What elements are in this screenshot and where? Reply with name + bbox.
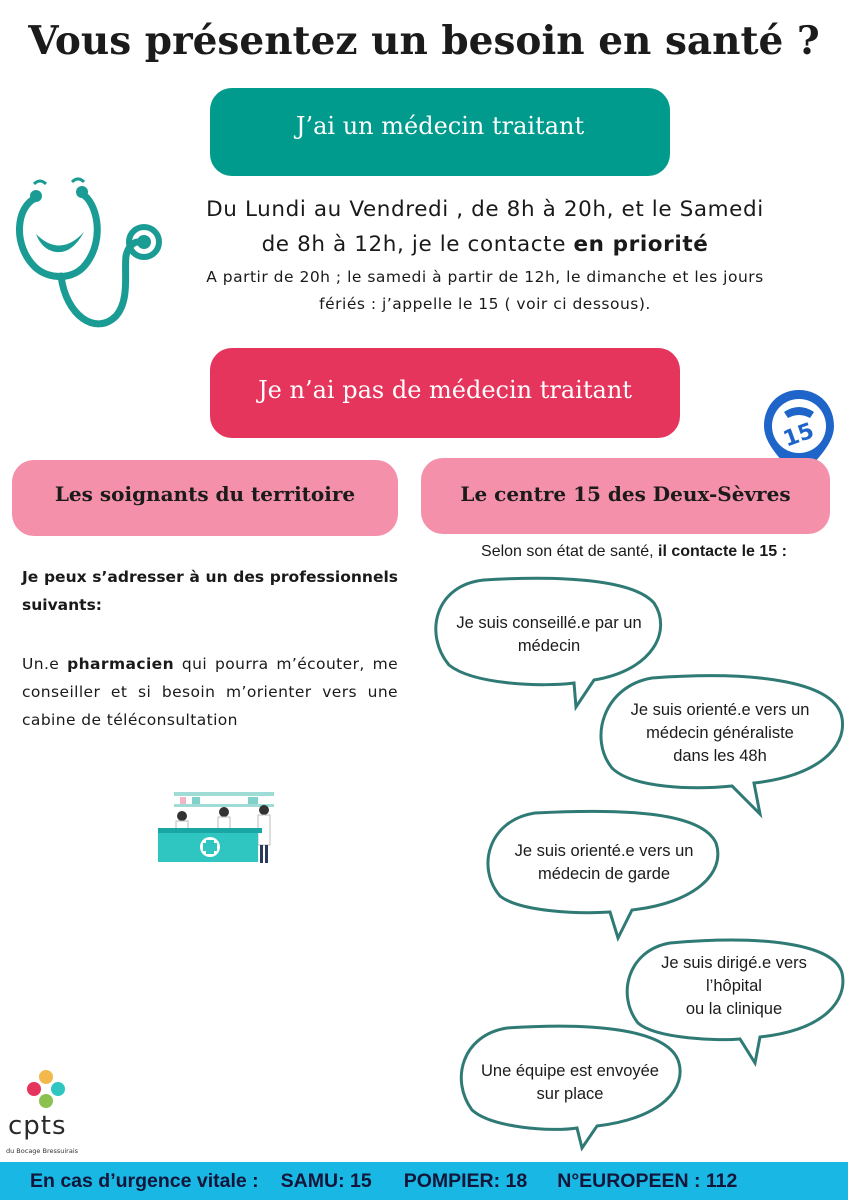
speech-bubble-line: médecin — [517, 637, 581, 655]
doctor-hours-line2-text: de 8h à 12h, je le contacte — [261, 232, 574, 257]
speech-bubble-line: médecin généraliste — [646, 724, 794, 742]
speech-bubble — [452, 1020, 688, 1150]
caregivers-intro: Je peux s’adresser à un des professionnels suivants: — [22, 568, 398, 614]
speech-bubble-line: médecin de garde — [537, 865, 671, 883]
logo-text: cpts — [8, 1111, 67, 1141]
speech-bubble-line: ou la clinique — [685, 1000, 783, 1018]
pharmacist-text — [22, 650, 398, 734]
pin-number: 15 — [780, 418, 818, 453]
speech-bubble-text — [620, 952, 848, 1021]
speech-bubble-text — [592, 699, 848, 768]
after-hours-note-line2: fériés : j’appelle le 15 ( voir ci dessous). — [319, 295, 651, 313]
doctor-priority-text: en priorité — [573, 232, 709, 257]
speech-bubble-line: sur place — [536, 1085, 604, 1103]
speech-bubble-line: Une équipe est envoyée — [481, 1062, 659, 1080]
speech-bubble-line: Je suis conseillé.e par un — [456, 614, 642, 632]
page-title: Vous présentez un besoin en santé ? — [28, 18, 820, 64]
after-hours-note-line1: A partir de 20h ; le samedi à partir de 12h, le dimanche et les jours — [206, 268, 764, 286]
doctor-hours — [160, 192, 810, 262]
samu-number: SAMU: 15 — [280, 1169, 372, 1192]
pharmacist-bold: pharmacien — [67, 655, 175, 673]
no-doctor-banner: Je n’ai pas de médecin traitant — [210, 348, 680, 438]
pharmacist-text-pre: Un.e — [22, 655, 68, 673]
speech-bubble-line: Je suis orienté.e vers un — [514, 842, 694, 860]
after-hours-note — [160, 264, 810, 318]
speech-bubble-line: dans les 48h — [673, 747, 767, 765]
european-number: N°EUROPEEN : 112 — [557, 1169, 738, 1192]
logo-subtitle: du Bocage Bressuirais — [6, 1147, 79, 1155]
speech-bubble-line: l’hôpital — [706, 977, 762, 995]
centre-15-lead-text: Selon son état de santé, — [481, 543, 659, 560]
centre-15-lead — [434, 543, 834, 561]
pompier-number: POMPIER: 18 — [403, 1169, 528, 1192]
speech-bubble-text — [424, 612, 674, 658]
doctor-hours-line2 — [160, 227, 810, 262]
doctor-hours-line1: Du Lundi au Vendredi , de 8h à 20h, et le Samedi — [206, 197, 764, 222]
centre-15-lead-bold: il contacte le 15 : — [658, 543, 787, 560]
pharmacist-text-post: qui pourra m’écouter, me conseiller et si besoin m’orienter vers une cabine de téléconsultation — [22, 655, 399, 729]
speech-bubble-text — [480, 840, 728, 886]
pharmacy-counter-illustration — [158, 792, 288, 864]
speech-bubble — [592, 668, 848, 818]
speech-bubble — [480, 808, 728, 943]
emergency-footer — [0, 1162, 848, 1200]
emergency-label: En cas d’urgence vitale : — [30, 1169, 259, 1192]
local-caregivers-heading: Les soignants du territoire — [12, 460, 398, 536]
speech-bubble-line: Je suis dirigé.e vers — [661, 954, 807, 972]
centre-15-heading: Le centre 15 des Deux-Sèvres — [421, 458, 830, 534]
cpts-logo-icon — [6, 1065, 96, 1155]
speech-bubble-text — [452, 1060, 688, 1106]
speech-bubble-line: Je suis orienté.e vers un — [630, 701, 810, 719]
stethoscope-icon — [6, 176, 166, 341]
has-doctor-banner: J’ai un médecin traitant — [210, 88, 670, 176]
